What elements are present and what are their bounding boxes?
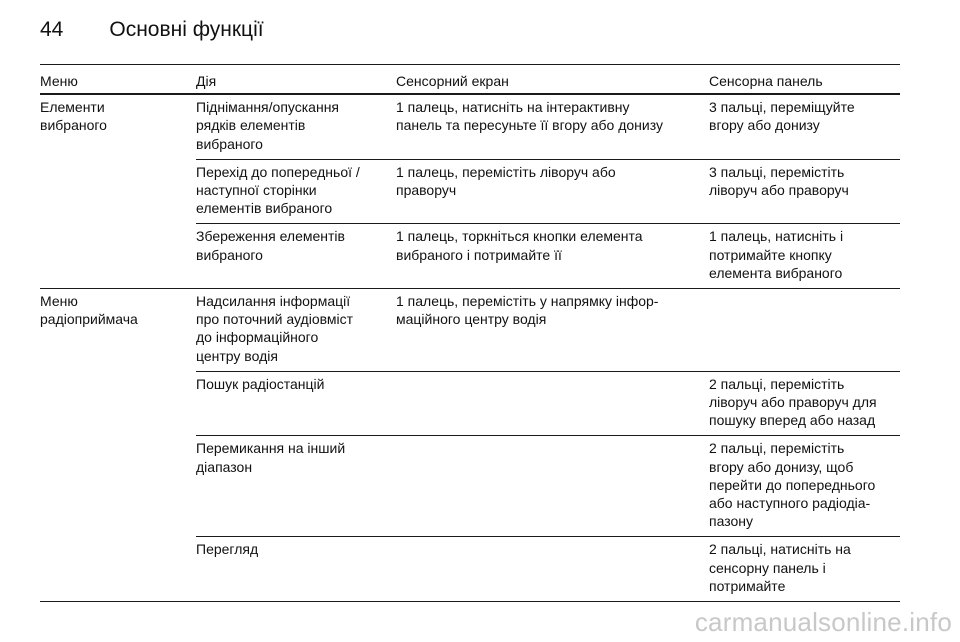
touchpad-cell: 2 пальці, перемістіть ліворуч або праворуч для пошуку вперед або назад bbox=[709, 371, 900, 436]
table-row bbox=[40, 289, 900, 372]
action-cell: Пошук радіостанцій bbox=[196, 371, 396, 436]
menu-cell bbox=[40, 537, 196, 602]
menu-cell bbox=[40, 159, 196, 224]
touchpad-cell: 3 пальці, переміщуйте вгору або донизу bbox=[709, 94, 900, 159]
touchscreen-cell bbox=[396, 537, 709, 602]
table-row bbox=[40, 537, 900, 602]
menu-cell bbox=[40, 224, 196, 289]
menu-cell: Меню радіоприймача bbox=[40, 293, 138, 328]
menu-cell bbox=[40, 371, 196, 436]
column-header-action: Дія bbox=[196, 70, 396, 94]
table-row bbox=[40, 371, 900, 436]
action-cell: Перехід до попередньої / наступної сторінки елементів вибраного bbox=[196, 159, 396, 224]
touchscreen-cell: 1 палець, перемістіть у напрямку інфор- маційного центру водія bbox=[396, 289, 709, 372]
touchscreen-cell bbox=[396, 371, 709, 436]
touchscreen-cell bbox=[396, 436, 709, 537]
page-number: 44 bbox=[40, 18, 64, 41]
gesture-table bbox=[40, 70, 900, 602]
action-cell: Надсилання інформації про поточний аудіовміст до інформаційного центру водія bbox=[196, 289, 396, 372]
action-cell: Перегляд bbox=[196, 537, 396, 602]
column-header-touchscreen: Сенсорний екран bbox=[396, 70, 709, 94]
menu-cell bbox=[40, 436, 196, 537]
touchpad-cell: 2 пальці, натисніть на сенсорну панель і потримайте bbox=[709, 537, 900, 602]
column-header-menu: Меню bbox=[40, 70, 196, 94]
touchpad-cell: 1 палець, натисніть і потримайте кнопку елемента вибраного bbox=[709, 224, 900, 289]
touchscreen-cell: 1 палець, торкніться кнопки елемента вибраного і потримайте її bbox=[396, 224, 709, 289]
table-row bbox=[40, 94, 900, 159]
touchpad-cell: 2 пальці, перемістіть вгору або донизу, щоб перейти до попереднього або наступного радіодіа- пазону bbox=[709, 436, 900, 537]
table-header-row bbox=[40, 70, 900, 94]
touchpad-cell bbox=[709, 289, 900, 372]
table-row bbox=[40, 224, 900, 289]
action-cell: Перемикання на інший діапазон bbox=[196, 436, 396, 537]
header-divider bbox=[40, 64, 900, 65]
table-row bbox=[40, 436, 900, 537]
table-row bbox=[40, 159, 900, 224]
touchscreen-cell: 1 палець, перемістіть ліворуч або праворуч bbox=[396, 159, 709, 224]
touchpad-cell: 3 пальці, перемістіть ліворуч або праворуч bbox=[709, 159, 900, 224]
column-header-touchpad: Сенсорна панель bbox=[709, 70, 900, 94]
touchscreen-cell: 1 палець, натисніть на інтерактивну панель та пересуньте її вгору або донизу bbox=[396, 94, 709, 159]
watermark: carmanualsonline.info bbox=[694, 607, 952, 637]
action-cell: Піднімання/опускання рядків елементів вибраного bbox=[196, 94, 396, 159]
menu-cell: Елементи вибраного bbox=[40, 99, 107, 134]
action-cell: Збереження елементів вибраного bbox=[196, 224, 396, 289]
page-header bbox=[40, 18, 264, 42]
page-title: Основні функції bbox=[109, 18, 264, 41]
